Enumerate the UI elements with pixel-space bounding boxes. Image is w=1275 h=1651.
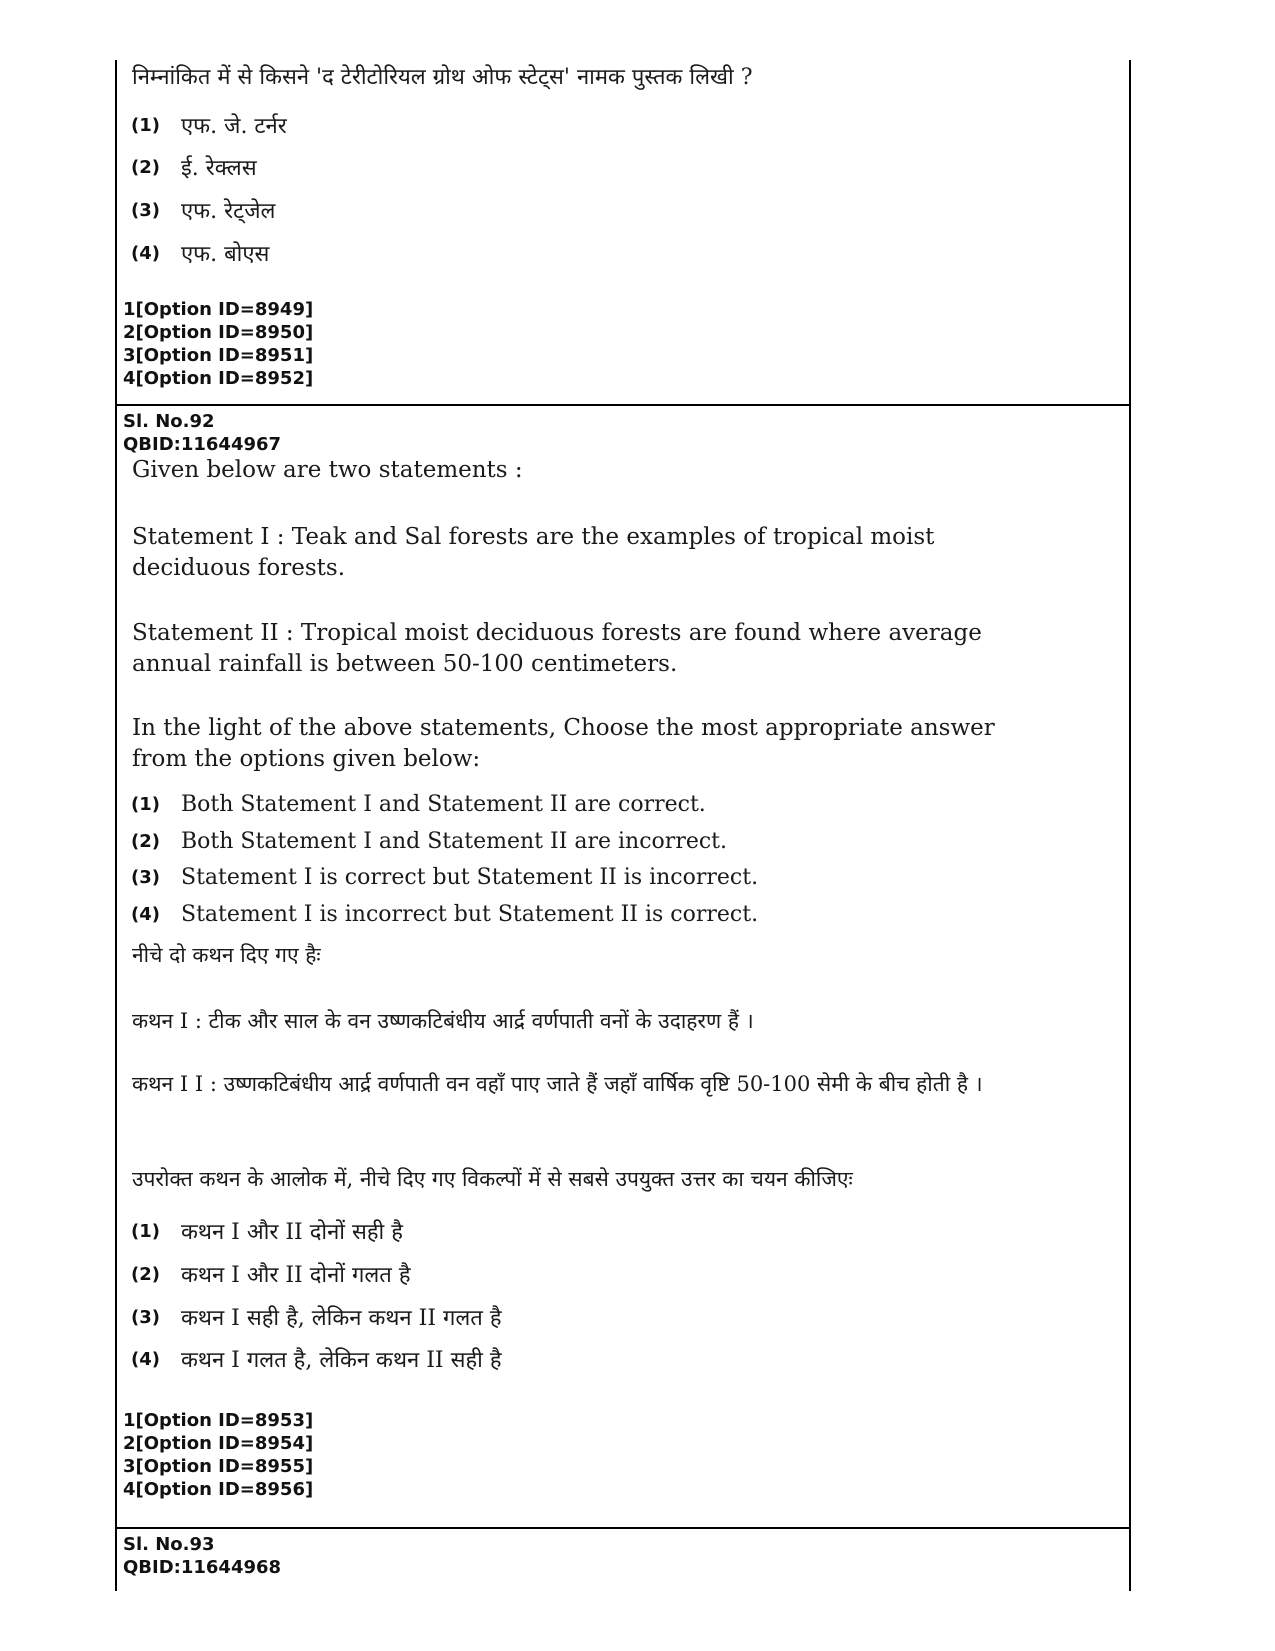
option-text: एफ. बोएस [181, 242, 270, 267]
option-text: कथन I सही है, लेकिन कथन II गलत है [181, 1306, 502, 1331]
option-number: (3) [131, 1306, 160, 1328]
option-text: कथन I और II दोनों सही है [181, 1220, 403, 1245]
option-number: (3) [131, 199, 160, 221]
row-divider [115, 404, 1129, 406]
option-item [131, 1214, 403, 1248]
option-id: 3[Option ID=8955] [123, 1456, 314, 1477]
statement-two-hindi: कथन I I : उष्णकटिबंधीय आर्द्र वर्णपाती वन वहाँ पाए जाते हैं जहाँ वार्षिक वृष्टि 50-100 सेमी के बीच होती है । [132, 1072, 983, 1096]
option-item [131, 1300, 502, 1334]
option-id: 4[Option ID=8952] [123, 368, 314, 389]
statement-two: Statement II : Tropical moist deciduous forests are found where average annual rainfall is between 50-100 centimeters. [132, 620, 982, 677]
statement-intro-hindi: नीचे दो कथन दिए गए हैः [132, 943, 321, 967]
option-number: (2) [131, 1263, 160, 1285]
question-meta [123, 410, 281, 456]
option-item [131, 860, 758, 894]
option-number: (2) [131, 156, 160, 178]
option-number: (4) [131, 1348, 160, 1370]
option-text: कथन I और II दोनों गलत है [181, 1263, 411, 1288]
question-meta [123, 1533, 281, 1579]
row-divider [115, 1527, 1129, 1529]
option-item [131, 193, 275, 227]
option-id-list [123, 298, 313, 390]
option-text: Statement I is incorrect but Statement II is correct. [181, 901, 759, 927]
option-id: 3[Option ID=8951] [123, 345, 314, 366]
option-item [131, 1257, 411, 1291]
option-number: (3) [131, 866, 160, 888]
option-text: Statement I is correct but Statement II is incorrect. [181, 864, 759, 890]
option-text: ई. रेक्लस [181, 156, 257, 181]
option-id: 2[Option ID=8950] [123, 322, 314, 343]
option-text: एफ. जे. टर्नर [181, 114, 287, 139]
option-number: (2) [131, 830, 160, 852]
question-prompt: In the light of the above statements, Choose the most appropriate answer from the options given below: [132, 715, 995, 772]
option-number: (4) [131, 242, 160, 264]
option-text: Both Statement I and Statement II are incorrect. [181, 828, 728, 854]
option-number: (1) [131, 1220, 160, 1242]
option-item [131, 787, 706, 821]
option-id: 4[Option ID=8956] [123, 1479, 314, 1500]
question-text: निम्नांकित में से किसने 'द टेरीटोरियल ग्रोथ ओफ स्टेट्स' नामक पुस्तक लिखी ? [132, 65, 753, 90]
option-item [131, 824, 727, 858]
option-item [131, 150, 257, 184]
statement-intro: Given below are two statements : [132, 457, 523, 483]
qbid: QBID:11644968 [123, 1557, 282, 1578]
option-number: (1) [131, 793, 160, 815]
option-text: एफ. रेट्जेल [181, 199, 276, 224]
option-text: Both Statement I and Statement II are correct. [181, 791, 706, 817]
question-prompt-hindi: उपरोक्त कथन के आलोक में, नीचे दिए गए विकल्पों में से सबसे उपयुक्त उत्तर का चयन कीजिएः [132, 1167, 853, 1191]
statement-one: Statement I : Teak and Sal forests are the examples of tropical moist deciduous forests. [132, 524, 935, 581]
serial-number: Sl. No.93 [123, 1534, 215, 1555]
option-text: कथन I गलत है, लेकिन कथन II सही है [181, 1348, 502, 1373]
option-item [131, 1342, 502, 1376]
option-item [131, 236, 269, 270]
qbid: QBID:11644967 [123, 434, 282, 455]
statement-one-hindi: कथन I : टीक और साल के वन उष्णकटिबंधीय आर्द्र वर्णपाती वनों के उदाहरण हैं । [132, 1009, 754, 1033]
option-number: (1) [131, 114, 160, 136]
option-id-list [123, 1409, 313, 1501]
option-id: 1[Option ID=8953] [123, 1410, 314, 1431]
option-item [131, 897, 758, 931]
option-number: (4) [131, 903, 160, 925]
option-item [131, 108, 287, 142]
option-id: 1[Option ID=8949] [123, 299, 314, 320]
option-id: 2[Option ID=8954] [123, 1433, 314, 1454]
serial-number: Sl. No.92 [123, 411, 215, 432]
